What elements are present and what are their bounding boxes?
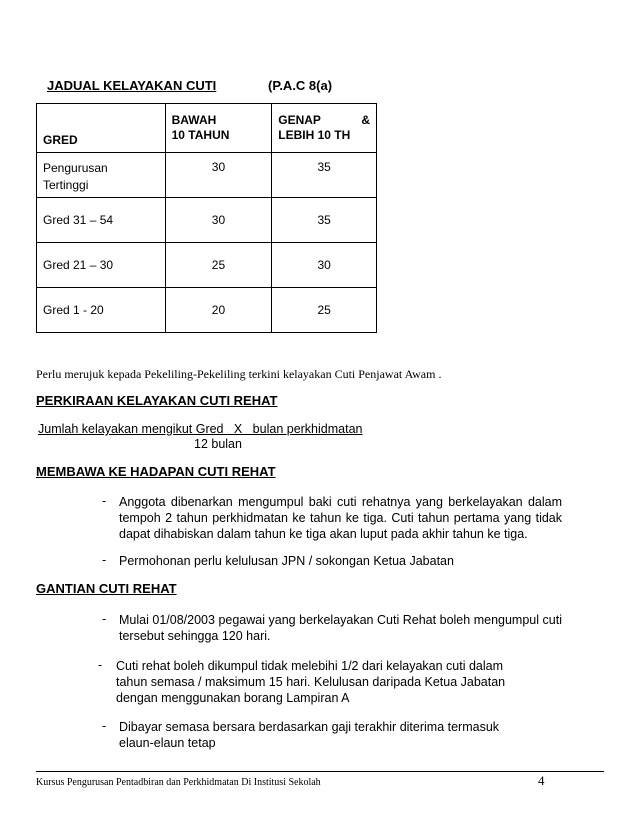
row-genap: 35 xyxy=(272,153,377,198)
row-gred-line1: Pengurusan xyxy=(43,161,108,175)
table-row xyxy=(37,243,377,288)
table-title xyxy=(47,78,216,93)
header-genap-line2: LEBIH 10 TH xyxy=(278,128,351,142)
list-dash: - xyxy=(98,658,103,672)
list-dash: - xyxy=(102,719,107,733)
header-genap-amp: & xyxy=(361,113,370,127)
header-genap xyxy=(272,104,377,153)
section-heading-membawa: MEMBAWA KE HADAPAN CUTI REHAT xyxy=(36,464,276,479)
header-bawah-line2: 10 TAHUN xyxy=(171,128,230,142)
row-gred: Gred 21 – 30 xyxy=(37,243,166,288)
section-heading-gantian: GANTIAN CUTI REHAT xyxy=(36,581,177,596)
row-bawah: 30 xyxy=(165,198,272,243)
list-item: Cuti rehat boleh dikumpul tidak melebihi 1/2 dari kelayakan cuti dalam tahun semasa / maksimum 15 hari. Kelulusan daripada Ketua Jabatan dengan menggunakan borang Lampiran A xyxy=(116,659,506,705)
leave-entitlement-table xyxy=(36,103,377,333)
page-number: 4 xyxy=(538,773,545,788)
row-bawah: 25 xyxy=(165,243,272,288)
row-gred-line2: Tertinggi xyxy=(43,178,89,192)
list-item: Permohonan perlu kelulusan JPN / sokongan Ketua Jabatan xyxy=(119,554,454,568)
list-dash: - xyxy=(102,553,107,567)
header-gred: GRED xyxy=(37,104,166,153)
table-row xyxy=(37,153,377,198)
row-bawah: 30 xyxy=(165,153,272,198)
row-bawah: 20 xyxy=(165,288,272,333)
row-gred xyxy=(37,153,166,198)
list-item: Mulai 01/08/2003 pegawai yang berkelayakan Cuti Rehat boleh mengumpul cuti tersebut sehingga 120 hari. xyxy=(119,613,562,643)
table-title-text: JADUAL KELAYAKAN CUTI xyxy=(47,78,217,93)
row-genap: 35 xyxy=(272,198,377,243)
table-header-row xyxy=(37,104,377,153)
table-row xyxy=(37,288,377,333)
row-gred: Gred 31 – 54 xyxy=(37,198,166,243)
row-genap: 30 xyxy=(272,243,377,288)
header-bawah-line1: BAWAH xyxy=(171,113,217,127)
formula-denominator: 12 bulan xyxy=(194,437,242,451)
list-item: Anggota dibenarkan mengumpul baki cuti rehatnya yang berkelayakan dalam tempoh 2 tahun perkhidmatan ke tahun ke tiga. Cuti tahun pertama yang tidak dapat dihabiskan dalam tahun ke tiga akan luput pada akhir tahun ke tiga. xyxy=(119,495,562,541)
header-bawah xyxy=(165,104,272,153)
table-title-ref: (P.A.C 8(a) xyxy=(268,78,333,93)
table-row xyxy=(37,198,377,243)
formula-numerator: Jumlah kelayakan mengikut Gred X bulan perkhidmatan xyxy=(38,422,363,436)
row-genap: 25 xyxy=(272,288,377,333)
list-item: Dibayar semasa bersara berdasarkan gaji terakhir diterima termasuk elaun-elaun tetap xyxy=(119,720,500,750)
footer-text: Kursus Pengurusan Pentadbiran dan Perkhidmatan Di Institusi Sekolah xyxy=(36,777,321,788)
list-dash: - xyxy=(102,612,107,626)
section-heading-perkiraan: PERKIRAAN KELAYAKAN CUTI REHAT xyxy=(36,393,278,408)
row-gred: Gred 1 - 20 xyxy=(37,288,166,333)
reference-note: Perlu merujuk kepada Pekeliling-Pekeliling terkini kelayakan Cuti Penjawat Awam . xyxy=(36,367,442,381)
footer-divider xyxy=(36,771,604,772)
header-genap-line1: GENAP xyxy=(278,113,321,127)
list-dash: - xyxy=(102,494,107,508)
